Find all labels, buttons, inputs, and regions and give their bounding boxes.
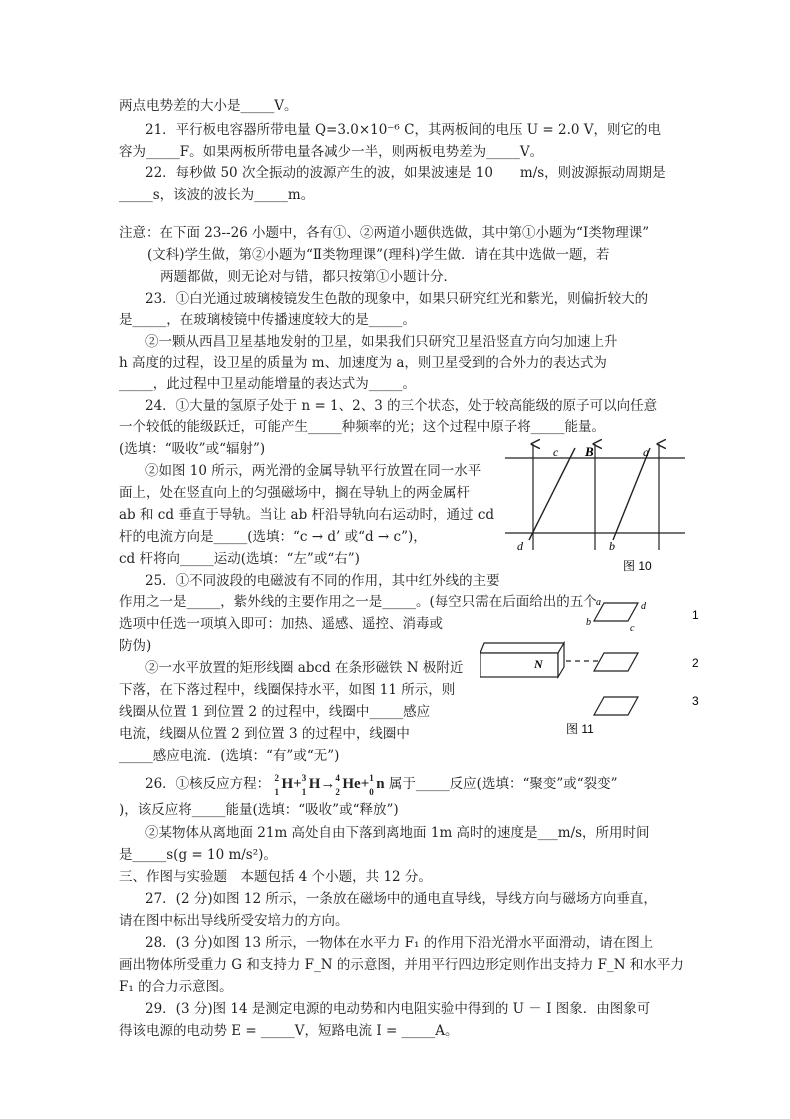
mass-number: 3 <box>301 773 307 783</box>
text-line: ②如图 10 所示，两光滑的金属导轨平行放置在同一水平 <box>145 463 482 479</box>
text-line: 是_____，在玻璃棱镜中传播速度较大的是_____。 <box>119 312 416 328</box>
mass-number: 2 <box>274 773 279 783</box>
label-c: c <box>553 445 559 459</box>
magnet-front <box>480 653 558 677</box>
element-symbol: He <box>342 776 361 792</box>
mass-number: 1 <box>369 773 374 783</box>
element-symbol: H <box>308 776 321 792</box>
figure-11 <box>480 595 710 740</box>
rod-ab <box>613 448 650 540</box>
reaction-arrow: → <box>320 776 336 792</box>
coil-position-3 <box>594 697 638 715</box>
label-a: a <box>596 597 601 608</box>
question-23: 23．①白光通过玻璃棱镜发生色散的现象中，如果只研究红光和紫光，则偏折较大的 <box>145 291 649 307</box>
text-line: 一个较低的能级跃迁，可能产生_____种频率的光；这个过程中原子将_____能量。 <box>119 419 605 435</box>
atomic-number: 2 <box>335 787 340 797</box>
text-line: _____，此过程中卫星动能增量的表达式为_____。 <box>119 376 416 392</box>
note: (文科)学生做，第②小题为“Ⅱ类物理课”(理科)学生做．请在其中选做一题，若 <box>147 247 610 263</box>
question-26 <box>145 773 618 797</box>
text-line: 杆的电流方向是_____(选填：“c → d’ 或“d → c”)， <box>119 529 427 545</box>
text-line: 面上，处在竖直向上的匀强磁场中，搁在导轨上的两金属杆 <box>119 485 470 501</box>
text-line: (选填：“吸收”或“辐射”) <box>119 441 266 457</box>
label-d: d <box>641 601 646 612</box>
label-B: B <box>585 444 594 459</box>
text-line: 画出物体所受重力 G 和支持力 F_N 的示意图，并用平行四边形定则作出支持力 F_N 和水平力 <box>119 957 684 973</box>
label-b: b <box>609 539 615 553</box>
text-line: cd 杆将向_____运动(选填：“左”或“右”) <box>119 551 360 567</box>
nuclear-equation <box>274 773 385 797</box>
element-symbol: n <box>376 776 385 792</box>
position-1-label: 1 <box>692 608 699 622</box>
question-27: 27．(2 分)如图 12 所示，一条放在磁场中的通电直导线，导线方向与磁场方向垂直， <box>145 891 657 907</box>
question-25: 25．①不同波段的电磁波有不同的作用，其中红外线的主要 <box>145 573 500 589</box>
caption: 图 10 <box>623 559 652 573</box>
text-line: 是_____s(g = 10 m/s²)。 <box>119 847 277 863</box>
question-29: 29．(3 分)图 14 是测定电源的电动势和内电阻实验中得到的 U － I 图象．由图象可 <box>145 1001 651 1017</box>
text-line: ②一颗从西昌卫星基地发射的卫星，如果我们只研究卫星沿竖直方向匀加速上升 <box>145 334 618 350</box>
mass-number: 4 <box>335 773 340 783</box>
text-line: _____s，该波的波长为_____m。 <box>119 187 315 203</box>
rod-cd <box>529 448 575 540</box>
text-line: ②某物体从离地面 21m 高处自由下落到离地面 1m 高时的速度是___m/s，所用时间 <box>145 825 650 841</box>
plus-sign: + <box>293 776 302 792</box>
label-d: d <box>517 539 523 553</box>
magnet-top <box>480 643 564 653</box>
coil-position-2 <box>594 653 638 671</box>
label-N: N <box>534 657 543 671</box>
position-3-label: 3 <box>692 694 699 708</box>
text-line: 防伪) <box>119 638 152 654</box>
question-22: 22．每秒做 50 次全振动的波源产生的波，如果波速是 10 m/s，则波源振动周期是 <box>145 165 666 181</box>
text-fragment: 26．①核反应方程： <box>145 776 271 792</box>
text-line: 得该电源的电动势 E = _____V，短路电流 I = _____A。 <box>119 1023 459 1039</box>
question-24: 24．①大量的氢原子处于 n = 1、2、3 的三个状态，处于较高能级的原子可以向任意 <box>145 398 658 414</box>
text-fragment: 属于_____反应(选填：“聚变”或“裂变” <box>388 776 618 792</box>
label-c: c <box>630 623 635 634</box>
atomic-number: 0 <box>369 787 374 797</box>
note: 注意：在下面 23--26 小题中，各有①、②两道小题供选做，其中第①小题为“Ⅰ类物理课” <box>119 225 650 241</box>
label-b: b <box>586 617 591 628</box>
section-heading: 三、作图与实验题 本题包括 4 个小题，共 12 分。 <box>119 869 432 885</box>
text-line: 容为_____F。如果两板所带电量各减少一半，则两板电势差为_____V。 <box>119 144 544 160</box>
text-line: ②一水平放置的矩形线圈 abcd 在条形磁铁 N 极附近 <box>145 660 464 676</box>
text-line: 下落，在下落过程中，线圈保持水平，如图 11 所示，则 <box>119 682 456 698</box>
text-line: 请在图中标出导线所受安培力的方向。 <box>119 913 349 929</box>
atomic-number: 1 <box>301 787 307 797</box>
plus-sign: + <box>360 776 370 792</box>
text-line: ab 和 cd 垂直于导轨。当让 ab 杆沿导轨向右运动时，通过 cd <box>119 507 495 523</box>
text-line: F₁ 的合力示意图。 <box>119 979 233 995</box>
text-line: 两点电势差的大小是_____V。 <box>119 98 298 114</box>
label-a: a <box>643 445 649 459</box>
text-line: _____感应电流．(选填：“有”或“无”) <box>119 748 340 764</box>
atomic-number: 1 <box>274 787 279 797</box>
caption: 图 11 <box>566 722 594 736</box>
text-line: h 高度的过程，设卫星的质量为 m、加速度为 a，则卫星受到的合外力的表达式为 <box>119 355 607 371</box>
text-line: 作用之一是_____，紫外线的主要作用之一是_____。(每空只需在后面给出的五个 <box>119 594 597 610</box>
text-line: 线圈从位置 1 到位置 2 的过程中，线圈中_____感应 <box>119 704 431 720</box>
figure-10 <box>505 438 685 580</box>
text-line: 选项中任选一项填入即可：加热、遥感、遥控、消毒或 <box>119 616 443 632</box>
question-28: 28．(3 分)如图 13 所示，一物体在水平力 F₁ 的作用下沿光滑水平面滑动，请在图上 <box>145 935 654 951</box>
text-line: 电流，线圈从位置 2 到位置 3 的过程中，线圈中 <box>119 726 410 742</box>
question-21: 21．平行板电容器所带电量 Q=3.0×10⁻⁶ C，其两板间的电压 U = 2.0 V，则它的电 <box>145 122 662 138</box>
position-2-label: 2 <box>692 656 699 670</box>
element-symbol: H <box>281 776 294 792</box>
text-line: )，该反应将_____能量(选填：“吸收”或“释放”) <box>119 802 399 818</box>
note: 两题都做，则无论对与错，都只按第①小题计分． <box>160 269 457 285</box>
